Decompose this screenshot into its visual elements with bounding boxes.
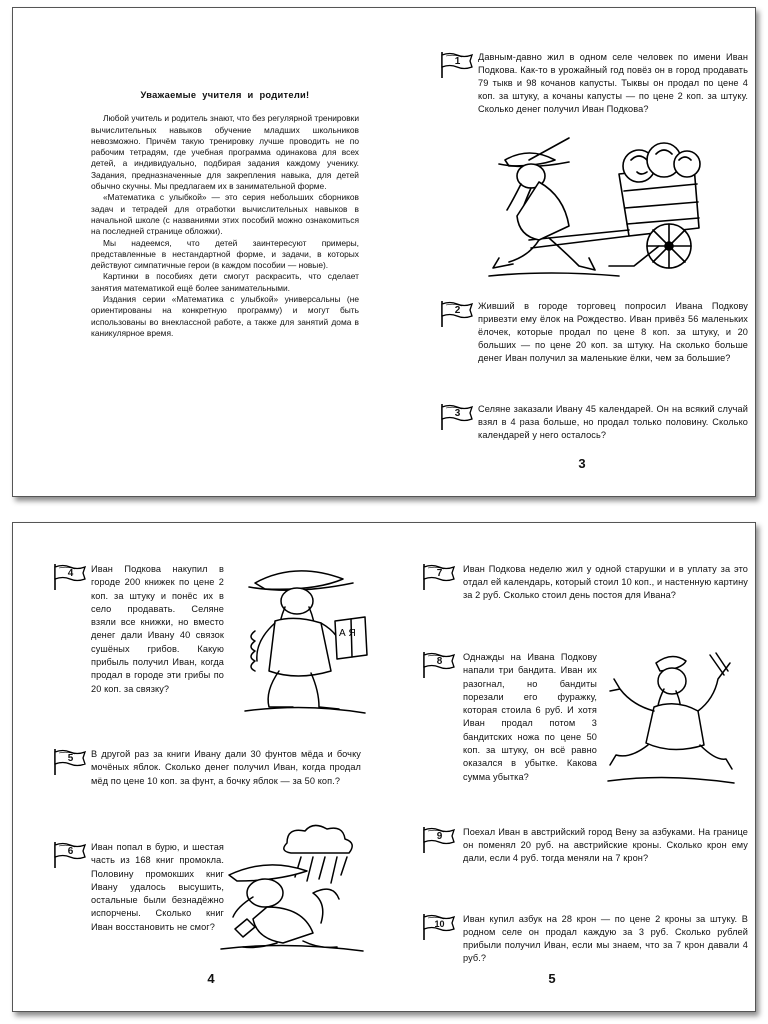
flag-icon <box>53 563 87 591</box>
flag-icon <box>440 300 474 328</box>
page-3 <box>384 8 755 496</box>
flag-icon <box>53 748 87 776</box>
page-intro <box>13 8 384 496</box>
flag-icon <box>422 563 456 591</box>
problem-number: 6 <box>67 846 74 857</box>
problem-text: Живший в городе торговец попросил Ивана Подкову привезти ему ёлок на Рождество. Иван привёз 56 маленьких ёлочек, которые продал по цене 8 коп. за штуку, и 20 больших — по цене 20 коп. за штуку. На сколько больше денег Иван получил за маленькие ёлки, чем за большие? <box>478 301 748 363</box>
intro-heading: Уважаемые учителя и родители! <box>140 90 310 100</box>
intro-paragraph: Мы надеемся, что детей заинтересуют примеры, представленные в нестандартной форме, и задачи, в которых действуют симпатичные герои (в каждом пособии — новые). <box>91 237 359 271</box>
problem-text: В другой раз за книги Ивану дали 30 фунтов мёда и бочку мочёных яблок. Сколько денег получил Иван, когда продал мёд по цене 10 коп. за фунт, а бочку яблок — за 50 коп.? <box>91 749 361 786</box>
flag-icon <box>440 51 474 79</box>
flag-icon <box>422 913 456 941</box>
flag-icon <box>422 651 456 679</box>
problem-number: 9 <box>436 831 443 842</box>
flag-icon <box>422 826 456 854</box>
problem-number: 1 <box>454 56 461 67</box>
ivan-fighting-illustration <box>606 649 736 795</box>
problem-text: Иван Подкова накупил в городе 200 книжек по цене 2 коп. за штуку и понёс их в село продавать. Селяне взяли все книжки, но вместо денег дали Ивану 40 связок сушёных грибов. Какую прибыль получил Иван, когда продал в городе эти грибы по 20 коп. за связку? <box>91 564 224 694</box>
intro-paragraph: Издания серии «Математика с улыбкой» универсальны (не ориентированы на конкретную программу) и могут быть использованы во внеклассной работе, а также для занятий дома в каникулярное время. <box>91 294 359 338</box>
problem-text: Давным-давно жил в одном селе человек по имени Иван Подкова. Как-то в урожайный год повёз он в город продавать 79 тыкв и 98 кочанов капусты. Тыквы он продал по цене 4 коп. за штуку, а кочаны капусты — по цене 2 коп. за штуку. Сколько денег получил Иван Подкова? <box>478 52 748 114</box>
problem-number: 2 <box>454 305 461 316</box>
top-spread <box>12 7 756 497</box>
intro-paragraph: «Математика с улыбкой» — это серия небольших сборников задач и тетрадей для отработки вычислительных навыков в начальной школе (с названиями этих пособий можно ознакомиться на последней странице обложки). <box>91 192 359 237</box>
page-number: 3 <box>578 456 586 471</box>
intro-block <box>91 90 359 339</box>
problem-text: Иван Подкова неделю жил у одной старушки и в уплату за это отдал ей календарь, который стоил 10 коп., и настенную картину за 2 руб. Сколько стоил день постоя для Ивана? <box>463 564 748 600</box>
problem-text: Иван купил азбук на 28 крон — по цене 2 кроны за штуку. В родном селе он продал каждую за 3 руб. Сколько рублей прибыли получил Иван, если мы знаем, что за 7 крон давали 4 руб.? <box>463 914 748 963</box>
book-letter: А Я <box>339 628 356 639</box>
intro-paragraph: Любой учитель и родитель знают, что без регулярной тренировки вычислительных навыков обучение младших школьников невозможно. Причём такую тренировку лучше проводить не по рабочим тетрадям, где учебная программа одинакова для всех детей, а индивидуально, подбирая задания каждому ученику. Задания, предназначенные для закрепления навыка, для детей обычно скучны. Мы предлагаем их в занимательной форме. <box>91 113 359 192</box>
intro-paragraph: Картинки в пособиях дети смогут раскрасить, что сделает занятия математикой ещё более занимательными. <box>91 271 359 293</box>
problem-number: 7 <box>436 568 443 579</box>
problem-text: Поехал Иван в австрийский город Вену за азбуками. На границе он поменял 20 руб. на австрийские кроны. Сколько крон ему дали, если 4 руб. тогда меняли на 7 крон? <box>463 827 748 863</box>
problem-number: 10 <box>434 919 445 929</box>
page-number: 5 <box>548 971 556 986</box>
flag-icon <box>440 403 474 431</box>
problem-number: 5 <box>67 753 74 764</box>
problem-text: Иван попал в бурю, и шестая часть из 168 книг промокла. Половину промокших книг Ивану удалось высушить, остальные были безнадёжно испорчены. Сколько книг Иван восстановить не смог? <box>91 842 224 932</box>
problem-text: Однажды на Ивана Подкову напали три бандита. Иван их разогнал, но бандиты порезали его фуражку, которая стоила 6 руб. И хотя Иван продал потом 3 бандитских ножа по цене 50 коп. за штуку, он всё равно оказался в убытке. Какова сумма убытка? <box>463 652 597 782</box>
problem-number: 8 <box>436 656 443 667</box>
page-number: 4 <box>207 971 215 986</box>
page-4 <box>13 523 384 1011</box>
ivan-in-storm-illustration <box>217 823 367 955</box>
bottom-spread <box>12 522 756 1012</box>
ivan-with-cart-illustration <box>469 136 709 282</box>
flag-icon <box>53 841 87 869</box>
problem-number: 4 <box>67 568 74 579</box>
problem-text: Селяне заказали Ивану 45 календарей. Он на всякий случай взял в 4 раза больше, но продал только половину. Сколько календарей у него осталось? <box>478 404 748 440</box>
ivan-with-book-illustration <box>235 561 375 721</box>
problem-number: 3 <box>454 408 461 419</box>
page-5 <box>384 523 755 1011</box>
